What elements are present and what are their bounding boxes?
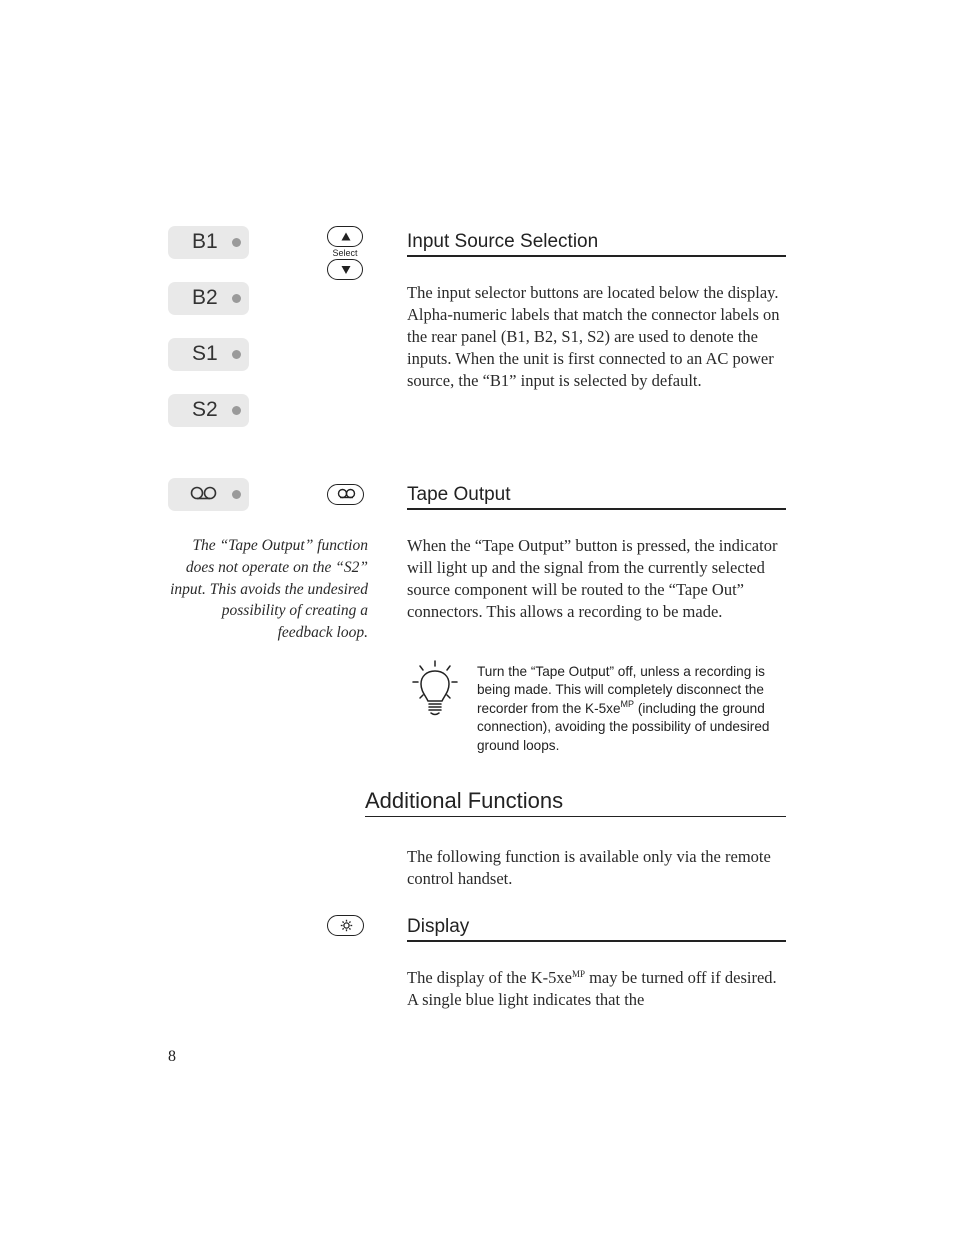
input-button-label: B2 [192,286,218,309]
page-number: 8 [168,1048,176,1065]
light-bulb-icon [411,660,459,718]
display-body-superscript: MP [571,969,585,979]
input-button-b2[interactable] [168,282,249,315]
triangle-down-icon [328,260,364,281]
display-body-text: The display of the K-5xe [407,968,572,987]
tape-output-heading: Tape Output [407,484,786,510]
tape-output-button[interactable] [168,478,249,511]
tip-text: Turn the “Tape Output” off, unless a recording is being made. This will completely disconnect the recorder from the K-5xe [477,664,765,716]
tip-superscript: MP [620,698,635,709]
indicator-dot [232,406,241,415]
additional-functions-title: Additional Functions [365,788,786,817]
remote-select-down-button[interactable] [327,259,363,280]
sun-icon [328,916,365,937]
display-body [407,967,789,1011]
remote-display-button[interactable] [327,915,364,936]
triangle-up-icon [328,227,364,248]
remote-tape-button[interactable] [327,484,364,505]
indicator-dot [232,350,241,359]
input-button-b1[interactable] [168,226,249,259]
tape-output-tip [477,663,789,755]
indicator-dot [232,490,241,499]
tape-reel-icon [328,485,365,506]
tape-output-side-note: The “Tape Output” function does not operate on the “S2” input. This avoids the undesired possibility of creating a feedback loop. [170,537,368,642]
tape-reel-icon [190,486,218,502]
input-button-label: S1 [192,342,218,365]
tip-text-continued: (including the ground connection), avoiding the possibility of undesired ground loops. [477,700,770,753]
remote-select-label: Select [332,248,358,258]
input-source-body: The input selector buttons are located below the display. Alpha-numeric labels that match the connector labels on the rear panel (B1, B2, S1, S2) are used to denote the inputs. When the unit is first connected to an AC power source, the “B1” input is selected by default. [407,283,780,390]
display-heading: Display [407,916,786,942]
tape-output-body: When the “Tape Output” button is pressed, the indicator will light up and the signal from the currently selected source component will be routed to the “Tape Out” connectors. This allows a recording to be made. [407,536,778,621]
input-source-heading: Input Source Selection [407,231,786,257]
display-body-text-continued: may be turned off if desired. A single blue light indicates that the [407,968,777,1009]
indicator-dot [232,294,241,303]
indicator-dot [232,238,241,247]
remote-select-up-button[interactable] [327,226,363,247]
input-button-s2[interactable] [168,394,249,427]
input-button-label: B1 [192,230,218,253]
input-button-s1[interactable] [168,338,249,371]
additional-functions-intro: The following function is available only via the remote control handset. [407,847,771,888]
input-button-label: S2 [192,398,218,421]
